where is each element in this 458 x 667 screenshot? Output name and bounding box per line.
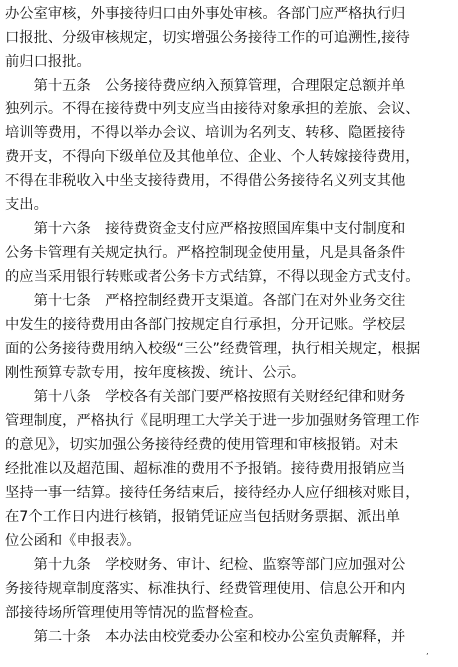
text-line: 管理制度，严格执行《昆明理工大学关于进一步加强财务管理工作 (5, 413, 420, 429)
text-line: 费开支，不得向下级单位及其他单位、企业、个人转嫁接待费用， (5, 149, 420, 165)
text-line: 办公室审核，外事接待归口由外事处审核。各部门应严格执行归 (5, 6, 406, 22)
text-line: 位公函和《申报表》。 (5, 533, 141, 549)
text-line: 公务卡管理有关规定执行。严格控制现金使用量，凡是具备条件 (5, 245, 406, 261)
text-line: 在7个工作日内进行核销，报销凭证应当包括财务票据、派出单 (5, 509, 401, 525)
text-line: 务接待规章制度落实、标准执行、经费管理使用、信息公开和内 (5, 581, 406, 597)
text-line: 口报批、分级审核规定，切实增强公务接待工作的可追溯性,接待 (5, 30, 410, 46)
corner-mark: ’ (426, 652, 429, 661)
text-line: 第十九条 学校财务、审计、纪检、监察等部门应加强对公 (5, 557, 406, 573)
text-line: 培训等费用，不得以举办会议、培训为名列支、转移、隐匿接待 (5, 125, 406, 141)
text-line: 经批准以及超范围、超标准的费用不予报销。接待费用报销应当 (5, 461, 406, 477)
text-line: 部接待场所管理使用等情况的监督检查。 (5, 605, 263, 621)
text-line: 第十七条 严格控制经费开支渠道。各部门在对外业务交往 (5, 293, 406, 309)
text-line: 面的公务接待费用纳入校级“三公”经费管理，执行相关规定，根据 (5, 341, 421, 357)
text-line: 独列示。不得在接待费中列支应当由接待对象承担的差旅、会议、 (5, 101, 420, 117)
text-line: 的意见》，切实加强公务接待经费的使用管理和审核报销。对未 (5, 437, 399, 453)
text-line: 坚持一事一结算。接待任务结束后，接待经办人应仔细核对账目， (5, 485, 420, 501)
text-line: 不得在非税收入中坐支接待费用，不得借公务接待名义列支其他 (5, 173, 406, 189)
text-line: 前归口报批。 (5, 54, 91, 70)
text-line: 第二十条 本办法由校党委办公室和校办公室负责解释，并 (5, 629, 406, 645)
text-line: 中发生的接待费用由各部门按规定自行承担，分开记账。学校层 (5, 317, 406, 333)
text-line: 第十五条 公务接待费应纳入预算管理，合理限定总额并单 (5, 78, 406, 94)
text-line: 的应当采用银行转账或者公务卡方式结算，不得以现金方式支付。 (5, 269, 420, 285)
text-line: 第十六条 接待费资金支付应严格按照国库集中支付制度和 (5, 221, 406, 237)
text-line: 刚性预算专款专用，按年度核拨、统计、公示。 (5, 365, 306, 381)
text-line: 支出。 (5, 197, 48, 213)
text-line: 第十八条 学校各有关部门要严格按照有关财经纪律和财务 (5, 389, 406, 405)
